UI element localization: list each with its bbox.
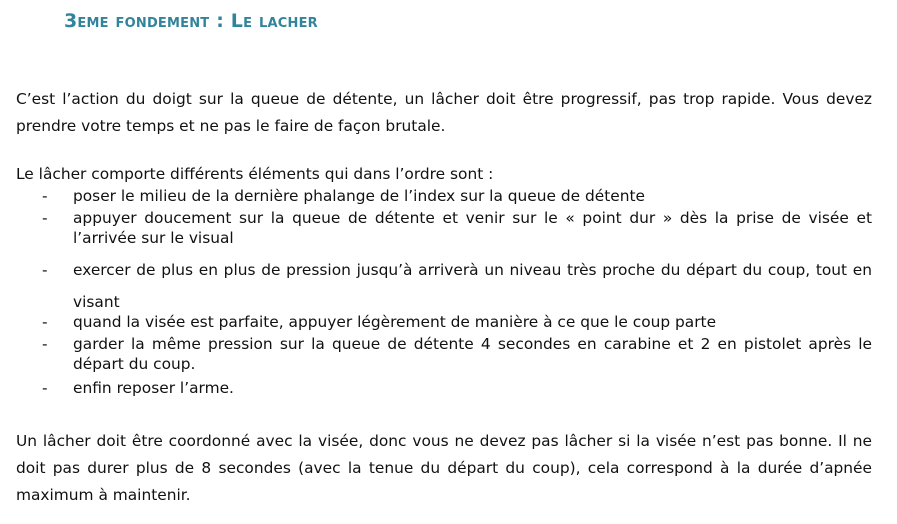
- list-intro: Le lâcher comporte différents éléments qui dans l’ordre sont :: [16, 165, 494, 183]
- list-item: [16, 334, 872, 374]
- list-item: [16, 208, 872, 248]
- list-item: [16, 378, 872, 398]
- list-item: [16, 254, 872, 318]
- list-dash: -: [42, 261, 48, 279]
- list-dash: -: [42, 187, 48, 205]
- section-heading: 3eme fondement : Le lacher: [64, 10, 318, 32]
- list-item-text: appuyer doucement sur la queue de détente et venir sur le « point dur » dès la prise de visée et l’arrivée sur le visual: [73, 209, 872, 247]
- list-dash: -: [42, 313, 48, 331]
- list-item-text: exercer de plus en plus de pression jusqu’à arriverà un niveau très proche du départ du coup, tout en visant: [73, 261, 872, 311]
- paragraph-coordination: Un lâcher doit être coordonné avec la visée, donc vous ne devez pas lâcher si la visée n’est pas bonne. Il ne doit pas durer plus de 8 secondes (avec la tenue du départ du coup), cela correspond à la durée d’apnée maximum à maintenir.: [16, 432, 872, 504]
- paragraph-definition: C’est l’action du doigt sur la queue de détente, un lâcher doit être progressif, pas trop rapide. Vous devez prendre votre temps et ne pas le faire de façon brutale.: [16, 90, 872, 135]
- list-item-text: quand la visée est parfaite, appuyer légèrement de manière à ce que le coup parte: [73, 313, 717, 331]
- list-item: [16, 186, 872, 206]
- list-item-text: enfin reposer l’arme.: [73, 379, 234, 397]
- list-item-text: poser le milieu de la dernière phalange de l’index sur la queue de détente: [73, 187, 646, 205]
- list-dash: -: [42, 209, 48, 227]
- list-item-text: garder la même pression sur la queue de détente 4 secondes en carabine et 2 en pistolet après le départ du coup.: [73, 335, 872, 373]
- list-dash: -: [42, 379, 48, 397]
- list-item: [16, 312, 872, 332]
- list-dash: -: [42, 335, 48, 353]
